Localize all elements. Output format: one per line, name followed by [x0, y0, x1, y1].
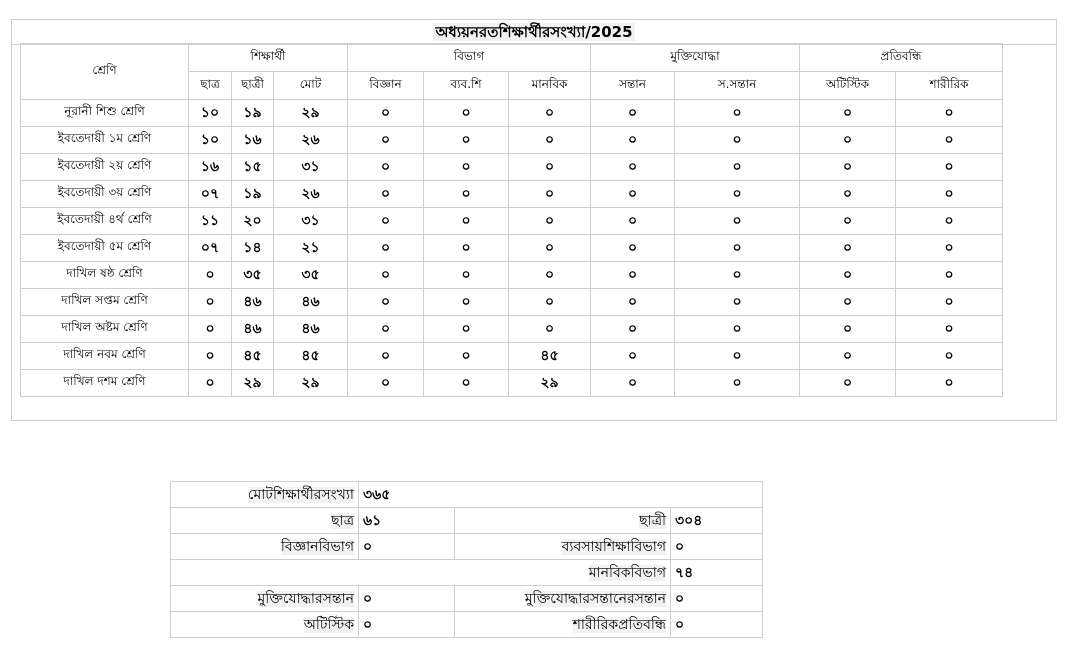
- cell-business: ০: [424, 289, 509, 316]
- cell-autistic: ০: [800, 154, 896, 181]
- cell-science: ০: [348, 235, 424, 262]
- table-row: [21, 100, 1003, 127]
- header-row-groups: [21, 44, 1003, 72]
- cell-boys: ০৭: [189, 235, 232, 262]
- cell-boys: ০: [189, 343, 232, 370]
- cell-humanities: ০: [509, 208, 591, 235]
- cell-humanities: ০: [509, 154, 591, 181]
- cell-class-name: নূরানী শিশু শ্রেণি: [21, 100, 189, 127]
- cell-science: ০: [348, 127, 424, 154]
- cell-girls: ২০: [232, 208, 274, 235]
- header-boys: ছাত্র: [189, 72, 232, 100]
- header-class: শ্রেণি: [21, 44, 189, 100]
- cell-science: ০: [348, 262, 424, 289]
- cell-ff-child: ০: [591, 181, 675, 208]
- summary-row-departments: [171, 534, 763, 560]
- summary-ff-grandchild-label: মুক্তিযোদ্ধারসন্তানেরসন্তান: [455, 586, 671, 612]
- cell-business: ০: [424, 262, 509, 289]
- summary-row-gender: [171, 508, 763, 534]
- cell-autistic: ০: [800, 289, 896, 316]
- cell-science: ০: [348, 100, 424, 127]
- cell-class-name: দাখিল ষষ্ঠ শ্রেণি: [21, 262, 189, 289]
- cell-physical: ০: [896, 127, 1003, 154]
- cell-total: ২১: [274, 235, 348, 262]
- cell-boys: ১০: [189, 100, 232, 127]
- cell-ff-grandchild: ০: [675, 208, 800, 235]
- cell-total: ২৬: [274, 127, 348, 154]
- cell-class-name: দাখিল সপ্তম শ্রেণি: [21, 289, 189, 316]
- cell-girls: ১৪: [232, 235, 274, 262]
- cell-physical: ০: [896, 289, 1003, 316]
- cell-autistic: ০: [800, 181, 896, 208]
- cell-ff-child: ০: [591, 343, 675, 370]
- cell-physical: ০: [896, 316, 1003, 343]
- cell-girls: ৪৫: [232, 343, 274, 370]
- header-humanities: মানবিক: [509, 72, 591, 100]
- cell-total: ২৯: [274, 100, 348, 127]
- cell-total: ৪৬: [274, 289, 348, 316]
- summary-science-label: বিজ্ঞানবিভাগ: [171, 534, 359, 560]
- table-row: [21, 262, 1003, 289]
- summary-ff-child-value: ০: [359, 586, 455, 612]
- cell-ff-child: ০: [591, 370, 675, 397]
- cell-girls: ১৬: [232, 127, 274, 154]
- cell-total: ৩১: [274, 154, 348, 181]
- cell-autistic: ০: [800, 127, 896, 154]
- cell-girls: ১৫: [232, 154, 274, 181]
- cell-ff-grandchild: ০: [675, 181, 800, 208]
- cell-autistic: ০: [800, 235, 896, 262]
- cell-ff-grandchild: ০: [675, 235, 800, 262]
- table-row: [21, 235, 1003, 262]
- summary-ff-grandchild-value: ০: [671, 586, 763, 612]
- summary-ff-child-label: মুক্তিযোদ্ধারসন্তান: [171, 586, 359, 612]
- cell-physical: ০: [896, 100, 1003, 127]
- cell-humanities: ২৯: [509, 370, 591, 397]
- cell-business: ০: [424, 100, 509, 127]
- header-students: শিক্ষার্থী: [189, 44, 348, 72]
- header-business: ব্যব.শি: [424, 72, 509, 100]
- header-girls: ছাত্রী: [232, 72, 274, 100]
- header-freedom-fighter: মুক্তিযোদ্ধা: [591, 44, 800, 72]
- cell-humanities: ০: [509, 235, 591, 262]
- table-row: [21, 154, 1003, 181]
- enrollment-table: [20, 43, 1003, 397]
- cell-girls: ৩৫: [232, 262, 274, 289]
- cell-ff-grandchild: ০: [675, 370, 800, 397]
- cell-boys: ০৭: [189, 181, 232, 208]
- cell-science: ০: [348, 343, 424, 370]
- cell-humanities: ০: [509, 127, 591, 154]
- cell-girls: ১৯: [232, 100, 274, 127]
- summary-autistic-value: ০: [359, 612, 455, 638]
- cell-business: ০: [424, 208, 509, 235]
- cell-ff-child: ০: [591, 235, 675, 262]
- summary-boys-label: ছাত্র: [171, 508, 359, 534]
- summary-girls-label: ছাত্রী: [455, 508, 671, 534]
- cell-humanities: ০: [509, 289, 591, 316]
- summary-row-freedom-fighter: [171, 586, 763, 612]
- cell-autistic: ০: [800, 262, 896, 289]
- cell-science: ০: [348, 316, 424, 343]
- cell-ff-child: ০: [591, 316, 675, 343]
- cell-ff-child: ০: [591, 127, 675, 154]
- cell-class-name: ইবতেদায়ী ৩য় শ্রেণি: [21, 181, 189, 208]
- cell-ff-child: ০: [591, 100, 675, 127]
- cell-boys: ১০: [189, 127, 232, 154]
- cell-class-name: ইবতেদায়ী ২য় শ্রেণি: [21, 154, 189, 181]
- table-row: [21, 181, 1003, 208]
- summary-girls-value: ৩০৪: [671, 508, 763, 534]
- cell-girls: ২৯: [232, 370, 274, 397]
- cell-humanities: ০: [509, 262, 591, 289]
- cell-ff-grandchild: ০: [675, 154, 800, 181]
- cell-autistic: ০: [800, 100, 896, 127]
- summary-total-value: ৩৬৫: [359, 482, 763, 508]
- cell-total: ৪৫: [274, 343, 348, 370]
- cell-physical: ০: [896, 235, 1003, 262]
- enrollment-panel: [11, 19, 1057, 421]
- cell-business: ০: [424, 343, 509, 370]
- summary-autistic-label: অটিস্টিক: [171, 612, 359, 638]
- table-row: [21, 208, 1003, 235]
- cell-boys: ০: [189, 289, 232, 316]
- summary-physical-label: শারীরিকপ্রতিবন্ধি: [455, 612, 671, 638]
- cell-business: ০: [424, 154, 509, 181]
- cell-boys: ১৬: [189, 154, 232, 181]
- cell-ff-child: ০: [591, 262, 675, 289]
- cell-science: ০: [348, 154, 424, 181]
- header-grandchild: স.সন্তান: [675, 72, 800, 100]
- cell-autistic: ০: [800, 343, 896, 370]
- cell-ff-grandchild: ০: [675, 127, 800, 154]
- cell-physical: ০: [896, 370, 1003, 397]
- cell-business: ০: [424, 127, 509, 154]
- cell-ff-grandchild: ০: [675, 262, 800, 289]
- summary-humanities-value: ৭৪: [671, 560, 763, 586]
- summary-physical-value: ০: [671, 612, 763, 638]
- summary-humanities-label: মানবিকবিভাগ: [171, 560, 671, 586]
- summary-row-total: [171, 482, 763, 508]
- cell-ff-grandchild: ০: [675, 343, 800, 370]
- cell-science: ০: [348, 289, 424, 316]
- cell-business: ০: [424, 316, 509, 343]
- cell-class-name: দাখিল দশম শ্রেণি: [21, 370, 189, 397]
- cell-total: ৪৬: [274, 316, 348, 343]
- summary-business-value: ০: [671, 534, 763, 560]
- cell-boys: ০: [189, 370, 232, 397]
- cell-autistic: ০: [800, 316, 896, 343]
- summary-row-humanities: [171, 560, 763, 586]
- cell-science: ০: [348, 370, 424, 397]
- cell-humanities: ৪৫: [509, 343, 591, 370]
- cell-boys: ০: [189, 316, 232, 343]
- header-department: বিভাগ: [348, 44, 591, 72]
- cell-ff-grandchild: ০: [675, 100, 800, 127]
- table-row: [21, 289, 1003, 316]
- table-row: [21, 316, 1003, 343]
- header-total: মোট: [274, 72, 348, 100]
- header-science: বিজ্ঞান: [348, 72, 424, 100]
- summary-total-label: মোটশিক্ষার্থীরসংখ্যা: [171, 482, 359, 508]
- cell-business: ০: [424, 235, 509, 262]
- cell-physical: ০: [896, 154, 1003, 181]
- cell-girls: ১৯: [232, 181, 274, 208]
- cell-ff-child: ০: [591, 154, 675, 181]
- cell-business: ০: [424, 370, 509, 397]
- cell-physical: ০: [896, 208, 1003, 235]
- page-title: অধ্যয়নরতশিক্ষার্থীরসংখ্যা/2025: [435, 23, 633, 41]
- cell-science: ০: [348, 208, 424, 235]
- cell-total: ৩৫: [274, 262, 348, 289]
- cell-girls: ৪৬: [232, 289, 274, 316]
- cell-class-name: দাখিল নবম শ্রেণি: [21, 343, 189, 370]
- header-autistic: অটিস্টিক: [800, 72, 896, 100]
- cell-physical: ০: [896, 262, 1003, 289]
- cell-class-name: ইবতেদায়ী ৪র্থ শ্রেণি: [21, 208, 189, 235]
- table-row: [21, 370, 1003, 397]
- header-child: সন্তান: [591, 72, 675, 100]
- cell-humanities: ০: [509, 100, 591, 127]
- summary-table: [170, 481, 763, 638]
- cell-total: ৩১: [274, 208, 348, 235]
- cell-autistic: ০: [800, 208, 896, 235]
- cell-total: ২৯: [274, 370, 348, 397]
- cell-business: ০: [424, 181, 509, 208]
- header-disabled: প্রতিবন্ধি: [800, 44, 1003, 72]
- cell-physical: ০: [896, 181, 1003, 208]
- cell-boys: ০: [189, 262, 232, 289]
- cell-ff-child: ০: [591, 208, 675, 235]
- cell-girls: ৪৬: [232, 316, 274, 343]
- cell-science: ০: [348, 181, 424, 208]
- summary-boys-value: ৬১: [359, 508, 455, 534]
- cell-ff-grandchild: ০: [675, 316, 800, 343]
- cell-humanities: ০: [509, 316, 591, 343]
- cell-boys: ১১: [189, 208, 232, 235]
- cell-class-name: ইবতেদায়ী ৫ম শ্রেণি: [21, 235, 189, 262]
- page-title-bar: [12, 20, 1056, 45]
- cell-ff-grandchild: ০: [675, 289, 800, 316]
- cell-class-name: ইবতেদায়ী ১ম শ্রেণি: [21, 127, 189, 154]
- cell-ff-child: ০: [591, 289, 675, 316]
- table-body: [21, 100, 1003, 397]
- cell-class-name: দাখিল অষ্টম শ্রেণি: [21, 316, 189, 343]
- table-row: [21, 127, 1003, 154]
- summary-science-value: ০: [359, 534, 455, 560]
- table-row: [21, 343, 1003, 370]
- summary-row-disabled: [171, 612, 763, 638]
- header-physical: শারীরিক: [896, 72, 1003, 100]
- cell-humanities: ০: [509, 181, 591, 208]
- summary-business-label: ব্যবসায়শিক্ষাবিভাগ: [455, 534, 671, 560]
- cell-total: ২৬: [274, 181, 348, 208]
- cell-autistic: ০: [800, 370, 896, 397]
- cell-physical: ০: [896, 343, 1003, 370]
